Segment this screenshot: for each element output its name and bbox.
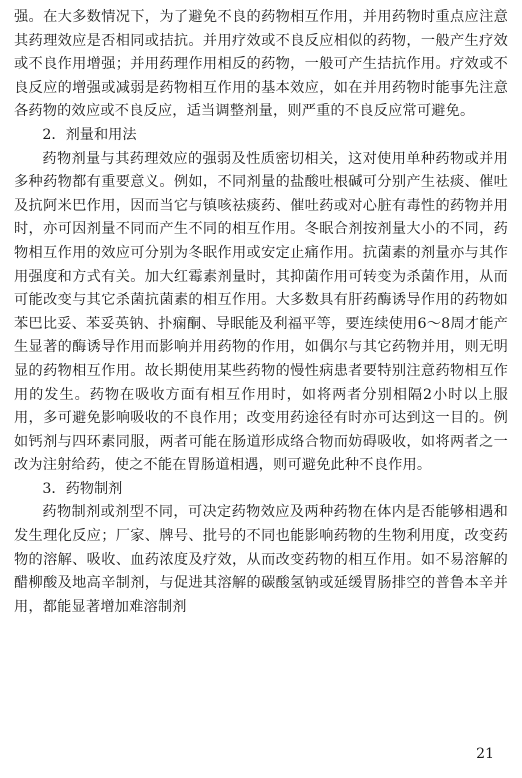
document-page <box>14 6 508 619</box>
page-number: 21 <box>476 746 494 762</box>
section-heading-dosage: 2．剂量和用法 <box>42 126 137 143</box>
paragraph-dosage: 药物剂量与其药理效应的强弱及性质密切相关，这对使用单种药物或并用多种药物都有重要意义。例如，不同剂量的盐酸吐根碱可分别产生祛痰、催吐及抗阿米巴作用，因而当它与镇咳祛痰药、催吐药或对心脏有毒性的药物并用时，亦可因剂量不同而产生不同的相互作用。冬眠合剂按剂量大小的不同，药物相互作用的效应可分别为冬眠作用或安定止痛作用。抗菌素的剂量亦与其作用强度和方式有关。加大红霉素剂量时，其抑菌作用可转变为杀菌作用，从而可能改变与其它杀菌抗菌素的相互作用。大多数具有肝药酶诱导作用的药物如苯巴比妥、苯妥英钠、扑痫酮、导眠能及利福平等，要连续使用6～8周才能产生显著的酶诱导作用而影响并用药物的作用，如偶尔与其它药物并用，则无明显的药物相互作用。故长期使用某些药物的慢性病患者要特别注意药物相互作用的发生。药物在吸收方面有相互作用时，如将两者分别相隔2小时以上服用，多可避免影响吸收的不良作用；改变用药途径有时亦可达到这一目的。例如钙剂与四环素同服，两者可能在肠道形成络合物而妨碍吸收，如将两者之一改为注射给药，使之不能在胃肠道相遇，则可避免此种不良作用。 <box>14 150 508 474</box>
section-heading-formulation: 3．药物制剂 <box>42 480 123 497</box>
paragraph-continuation: 强。在大多数情况下，为了避免不良的药物相互作用，并用药物时重点应注意其药理效应是否相同或拮抗。并用疗效或不良反应相似的药物，一般产生疗效或不良作用增强；并用药理作用相反的药物，一般可产生拮抗作用。疗效或不良反应的增强或减弱是药物相互作用的基本效应，如在并用药物时能事先注意各药物的效应或不良反应，适当调整剂量，则严重的不良反应常可避免。 <box>14 9 508 120</box>
paragraph-formulation: 药物制剂或剂型不同，可决定药物效应及两种药物在体内是否能够相遇和发生理化反应；厂家、牌号、批号的不同也能影响药物的生物利用度，改变药物的溶解、吸收、血药浓度及疗效，从而改变药物的相互作用。如不易溶解的醋柳酸及地高辛制剂，与促进其溶解的碳酸氢钠或延缓胃肠排空的普鲁本辛并用，都能显著增加难溶制剂 <box>14 504 508 615</box>
